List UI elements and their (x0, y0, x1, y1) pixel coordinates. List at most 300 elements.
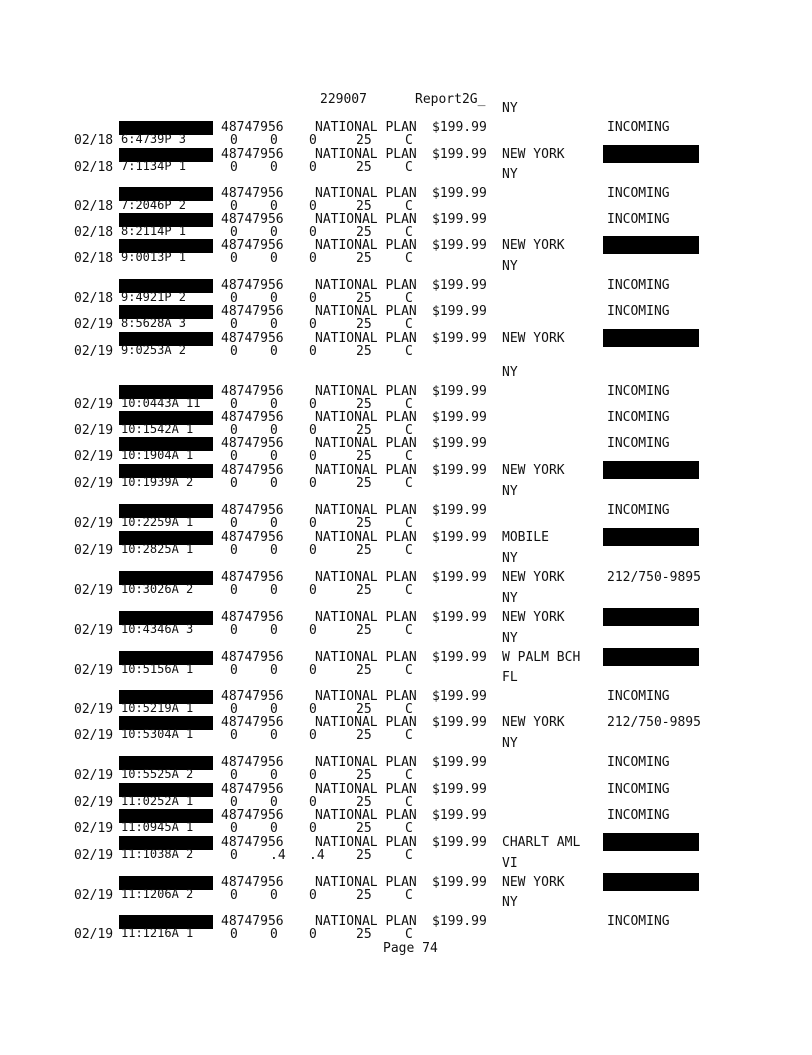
plan-name: NATIONAL PLAN (315, 530, 417, 545)
code-cell: C (405, 317, 413, 332)
rate-cell: 25 (356, 317, 372, 332)
city-cell: NEW YORK (502, 147, 565, 162)
rate-cell: 25 (356, 583, 372, 598)
charge-cell: 0 (270, 423, 278, 438)
time-cell: 10:5219A 1 (121, 702, 194, 715)
charge-cell: 0 (270, 888, 278, 903)
redaction-bar (603, 833, 699, 851)
call-record-row (0, 259, 812, 306)
destination-cell: 212/750-9895 (607, 570, 701, 585)
date-cell: 02/18 (74, 251, 114, 266)
plan-price: $199.99 (432, 120, 487, 135)
account-number: 48747956 (221, 147, 284, 162)
plan-price: $199.99 (432, 755, 487, 770)
plan-name: NATIONAL PLAN (315, 120, 417, 135)
plan-name: NATIONAL PLAN (315, 715, 417, 730)
charge-cell: 0 (270, 795, 278, 810)
code-cell: C (405, 199, 413, 214)
date-cell: 02/19 (74, 583, 114, 598)
date-cell: 02/18 (74, 225, 114, 240)
date-cell: 02/19 (74, 795, 114, 810)
plan-price: $199.99 (432, 147, 487, 162)
call-record-row (0, 305, 812, 331)
charge-cell: 0 (270, 476, 278, 491)
minutes-cell: 0 (230, 888, 238, 903)
rate-cell: 25 (356, 663, 372, 678)
code-cell: C (405, 225, 413, 240)
time-cell: 11:1038A 2 (121, 848, 194, 861)
rate-cell: 25 (356, 449, 372, 464)
plan-price: $199.99 (432, 278, 487, 293)
time-cell: 10:2259A 1 (121, 516, 194, 529)
destination-cell: 212/750-9895 (607, 715, 701, 730)
charge-cell: 0 (270, 768, 278, 783)
plan-price: $199.99 (432, 610, 487, 625)
total-cell: 0 (309, 543, 317, 558)
account-number: 48747956 (221, 238, 284, 253)
charge-cell: .4 (270, 848, 286, 863)
total-cell: 0 (309, 795, 317, 810)
minutes-cell: 0 (230, 583, 238, 598)
call-record-row (0, 736, 812, 783)
total-cell: 0 (309, 449, 317, 464)
time-cell: 11:1216A 1 (121, 927, 194, 940)
total-cell: 0 (309, 317, 317, 332)
rate-cell: 25 (356, 848, 372, 863)
destination-cell: INCOMING (607, 212, 670, 227)
date-cell: 02/19 (74, 888, 114, 903)
plan-price: $199.99 (432, 715, 487, 730)
code-cell: C (405, 888, 413, 903)
plan-price: $199.99 (432, 503, 487, 518)
page-number: Page 74 (383, 941, 438, 956)
state-label: NY (502, 895, 518, 910)
city-cell: NEW YORK (502, 715, 565, 730)
code-cell: C (405, 423, 413, 438)
redaction-bar (603, 873, 699, 891)
date-cell: 02/19 (74, 423, 114, 438)
redaction-bar (603, 648, 699, 666)
charge-cell: 0 (270, 160, 278, 175)
code-cell: C (405, 397, 413, 412)
state-label: NY (502, 591, 518, 606)
account-number: 48747956 (221, 278, 284, 293)
state-label: FL (502, 670, 518, 685)
destination-cell: INCOMING (607, 808, 670, 823)
destination-cell: INCOMING (607, 689, 670, 704)
minutes-cell: 0 (230, 795, 238, 810)
date-cell: 02/18 (74, 291, 114, 306)
city-cell: CHARLT AML (502, 835, 581, 850)
total-cell: 0 (309, 160, 317, 175)
code-cell: C (405, 449, 413, 464)
plan-name: NATIONAL PLAN (315, 914, 417, 929)
city-cell: NEW YORK (502, 238, 565, 253)
date-cell: 02/18 (74, 160, 114, 175)
account-number: 48747956 (221, 610, 284, 625)
total-cell: 0 (309, 728, 317, 743)
minutes-cell: 0 (230, 344, 238, 359)
date-cell: 02/19 (74, 397, 114, 412)
call-record-row (0, 716, 812, 742)
time-cell: 10:4346A 3 (121, 623, 194, 636)
minutes-cell: 0 (230, 728, 238, 743)
state-label: NY (502, 259, 518, 274)
total-cell: 0 (309, 397, 317, 412)
time-cell: 10:1542A 1 (121, 423, 194, 436)
code-cell: C (405, 663, 413, 678)
time-cell: 10:1939A 2 (121, 476, 194, 489)
total-cell: 0 (309, 583, 317, 598)
rate-cell: 25 (356, 476, 372, 491)
rate-cell: 25 (356, 397, 372, 412)
call-record-row (0, 591, 812, 638)
minutes-cell: 0 (230, 291, 238, 306)
total-cell: 0 (309, 344, 317, 359)
report-name: Report2G_ (415, 92, 486, 107)
charge-cell: 0 (270, 397, 278, 412)
destination-cell: INCOMING (607, 120, 670, 135)
code-cell: C (405, 133, 413, 148)
time-cell: 10:5304A 1 (121, 728, 194, 741)
destination-cell: INCOMING (607, 782, 670, 797)
minutes-cell: 0 (230, 543, 238, 558)
code-cell: C (405, 516, 413, 531)
plan-name: NATIONAL PLAN (315, 835, 417, 850)
plan-name: NATIONAL PLAN (315, 463, 417, 478)
rate-cell: 25 (356, 225, 372, 240)
account-number: 48747956 (221, 304, 284, 319)
total-cell: 0 (309, 821, 317, 836)
redaction-bar (603, 236, 699, 254)
destination-cell: INCOMING (607, 278, 670, 293)
charge-cell: 0 (270, 663, 278, 678)
charge-cell: 0 (270, 344, 278, 359)
minutes-cell: 0 (230, 623, 238, 638)
call-record-row (0, 411, 812, 437)
charge-cell: 0 (270, 702, 278, 717)
plan-price: $199.99 (432, 875, 487, 890)
rate-cell: 25 (356, 516, 372, 531)
plan-price: $199.99 (432, 238, 487, 253)
plan-name: NATIONAL PLAN (315, 410, 417, 425)
city-cell: NEW YORK (502, 331, 565, 346)
state-label: NY (502, 167, 518, 182)
charge-cell: 0 (270, 251, 278, 266)
total-cell: 0 (309, 663, 317, 678)
account-number: 48747956 (221, 808, 284, 823)
code-cell: C (405, 344, 413, 359)
charge-cell: 0 (270, 317, 278, 332)
date-cell: 02/19 (74, 768, 114, 783)
plan-price: $199.99 (432, 410, 487, 425)
plan-name: NATIONAL PLAN (315, 503, 417, 518)
plan-price: $199.99 (432, 808, 487, 823)
date-cell: 02/19 (74, 543, 114, 558)
total-cell: 0 (309, 888, 317, 903)
total-cell: 0 (309, 927, 317, 942)
call-record-row (0, 365, 812, 412)
city-cell: MOBILE (502, 530, 549, 545)
account-number: 48747956 (221, 212, 284, 227)
call-record-row (0, 484, 812, 531)
plan-name: NATIONAL PLAN (315, 304, 417, 319)
code-cell: C (405, 583, 413, 598)
date-cell: 02/19 (74, 516, 114, 531)
call-record-row (0, 167, 812, 214)
total-cell: 0 (309, 133, 317, 148)
account-number: 48747956 (221, 689, 284, 704)
rate-cell: 25 (356, 623, 372, 638)
date-cell: 02/19 (74, 449, 114, 464)
plan-name: NATIONAL PLAN (315, 331, 417, 346)
state-label: NY (502, 631, 518, 646)
code-cell: C (405, 251, 413, 266)
plan-price: $199.99 (432, 530, 487, 545)
minutes-cell: 0 (230, 848, 238, 863)
time-cell: 10:0443A 11 (121, 397, 201, 410)
account-number: 48747956 (221, 835, 284, 850)
total-cell: .4 (309, 848, 325, 863)
plan-price: $199.99 (432, 650, 487, 665)
total-cell: 0 (309, 516, 317, 531)
plan-name: NATIONAL PLAN (315, 186, 417, 201)
code-cell: C (405, 160, 413, 175)
date-cell: 02/19 (74, 663, 114, 678)
code-cell: C (405, 927, 413, 942)
destination-cell: INCOMING (607, 304, 670, 319)
account-number: 48747956 (221, 530, 284, 545)
time-cell: 10:1904A 1 (121, 449, 194, 462)
state-label: NY (502, 101, 518, 116)
date-cell: 02/19 (74, 317, 114, 332)
time-cell: 9:0253A 2 (121, 344, 187, 357)
account-number: 48747956 (221, 875, 284, 890)
destination-cell: INCOMING (607, 914, 670, 929)
minutes-cell: 0 (230, 663, 238, 678)
call-record-row (0, 783, 812, 809)
time-cell: 7:1134P 1 (121, 160, 187, 173)
account-number: 48747956 (221, 914, 284, 929)
total-cell: 0 (309, 768, 317, 783)
charge-cell: 0 (270, 199, 278, 214)
charge-cell: 0 (270, 927, 278, 942)
redaction-bar (603, 608, 699, 626)
destination-cell: INCOMING (607, 503, 670, 518)
city-cell: NEW YORK (502, 875, 565, 890)
account-number: 48747956 (221, 503, 284, 518)
time-cell: 8:2114P 1 (121, 225, 187, 238)
plan-price: $199.99 (432, 782, 487, 797)
destination-cell: INCOMING (607, 436, 670, 451)
account-number: 48747956 (221, 715, 284, 730)
time-cell: 9:4921P 2 (121, 291, 187, 304)
destination-cell: INCOMING (607, 186, 670, 201)
call-record-row (0, 551, 812, 598)
rate-cell: 25 (356, 251, 372, 266)
date-cell: 02/18 (74, 133, 114, 148)
plan-name: NATIONAL PLAN (315, 782, 417, 797)
total-cell: 0 (309, 291, 317, 306)
redaction-bar (603, 461, 699, 479)
code-cell: C (405, 702, 413, 717)
minutes-cell: 0 (230, 160, 238, 175)
plan-price: $199.99 (432, 436, 487, 451)
redaction-bar (603, 329, 699, 347)
account-number: 48747956 (221, 384, 284, 399)
code-cell: C (405, 768, 413, 783)
time-cell: 6:4739P 3 (121, 133, 187, 146)
plan-name: NATIONAL PLAN (315, 238, 417, 253)
date-cell: 02/19 (74, 702, 114, 717)
call-record-row (0, 239, 812, 265)
date-cell: 02/19 (74, 476, 114, 491)
call-record-row (0, 148, 812, 174)
time-cell: 10:2825A 1 (121, 543, 194, 556)
redaction-bar (603, 145, 699, 163)
rate-cell: 25 (356, 728, 372, 743)
charge-cell: 0 (270, 291, 278, 306)
time-cell: 11:0252A 1 (121, 795, 194, 808)
plan-price: $199.99 (432, 835, 487, 850)
code-cell: C (405, 476, 413, 491)
code-cell: C (405, 291, 413, 306)
plan-price: $199.99 (432, 689, 487, 704)
code-cell: C (405, 821, 413, 836)
minutes-cell: 0 (230, 317, 238, 332)
minutes-cell: 0 (230, 702, 238, 717)
rate-cell: 25 (356, 199, 372, 214)
minutes-cell: 0 (230, 821, 238, 836)
total-cell: 0 (309, 423, 317, 438)
date-cell: 02/19 (74, 927, 114, 942)
plan-name: NATIONAL PLAN (315, 147, 417, 162)
call-record-row (0, 809, 812, 835)
time-cell: 7:2046P 2 (121, 199, 187, 212)
plan-name: NATIONAL PLAN (315, 755, 417, 770)
account-number: 48747956 (221, 782, 284, 797)
account-number: 48747956 (221, 755, 284, 770)
call-record-row (0, 895, 812, 942)
total-cell: 0 (309, 251, 317, 266)
time-cell: 9:0013P 1 (121, 251, 187, 264)
total-cell: 0 (309, 623, 317, 638)
charge-cell: 0 (270, 516, 278, 531)
time-cell: 10:3026A 2 (121, 583, 194, 596)
plan-price: $199.99 (432, 463, 487, 478)
destination-cell: INCOMING (607, 755, 670, 770)
rate-cell: 25 (356, 133, 372, 148)
minutes-cell: 0 (230, 768, 238, 783)
city-cell: NEW YORK (502, 463, 565, 478)
plan-price: $199.99 (432, 331, 487, 346)
total-cell: 0 (309, 199, 317, 214)
rate-cell: 25 (356, 702, 372, 717)
charge-cell: 0 (270, 225, 278, 240)
document-id: 229007 (320, 92, 367, 107)
city-cell: NEW YORK (502, 610, 565, 625)
date-cell: 02/19 (74, 344, 114, 359)
state-label: NY (502, 365, 518, 380)
minutes-cell: 0 (230, 927, 238, 942)
time-cell: 10:5525A 2 (121, 768, 194, 781)
minutes-cell: 0 (230, 516, 238, 531)
plan-name: NATIONAL PLAN (315, 808, 417, 823)
plan-name: NATIONAL PLAN (315, 689, 417, 704)
total-cell: 0 (309, 225, 317, 240)
minutes-cell: 0 (230, 449, 238, 464)
total-cell: 0 (309, 702, 317, 717)
plan-name: NATIONAL PLAN (315, 610, 417, 625)
charge-cell: 0 (270, 623, 278, 638)
rate-cell: 25 (356, 291, 372, 306)
account-number: 48747956 (221, 410, 284, 425)
account-number: 48747956 (221, 186, 284, 201)
rate-cell: 25 (356, 821, 372, 836)
call-record-row (0, 101, 812, 148)
rate-cell: 25 (356, 927, 372, 942)
date-cell: 02/19 (74, 848, 114, 863)
plan-price: $199.99 (432, 570, 487, 585)
rate-cell: 25 (356, 795, 372, 810)
call-record-row (0, 836, 812, 862)
date-cell: 02/18 (74, 199, 114, 214)
state-label: NY (502, 551, 518, 566)
minutes-cell: 0 (230, 225, 238, 240)
destination-cell: INCOMING (607, 384, 670, 399)
rate-cell: 25 (356, 768, 372, 783)
minutes-cell: 0 (230, 133, 238, 148)
rate-cell: 25 (356, 344, 372, 359)
date-cell: 02/19 (74, 728, 114, 743)
charge-cell: 0 (270, 133, 278, 148)
time-cell: 10:5156A 1 (121, 663, 194, 676)
plan-name: NATIONAL PLAN (315, 278, 417, 293)
plan-price: $199.99 (432, 304, 487, 319)
account-number: 48747956 (221, 570, 284, 585)
account-number: 48747956 (221, 331, 284, 346)
date-cell: 02/19 (74, 821, 114, 836)
account-number: 48747956 (221, 650, 284, 665)
minutes-cell: 0 (230, 199, 238, 214)
minutes-cell: 0 (230, 251, 238, 266)
report-header (0, 92, 812, 110)
destination-cell: INCOMING (607, 410, 670, 425)
rate-cell: 25 (356, 160, 372, 175)
time-cell: 11:0945A 1 (121, 821, 194, 834)
charge-cell: 0 (270, 583, 278, 598)
state-label: NY (502, 484, 518, 499)
charge-cell: 0 (270, 449, 278, 464)
rate-cell: 25 (356, 423, 372, 438)
plan-price: $199.99 (432, 186, 487, 201)
call-record-row (0, 531, 812, 557)
plan-price: $199.99 (432, 384, 487, 399)
code-cell: C (405, 543, 413, 558)
plan-price: $199.99 (432, 914, 487, 929)
code-cell: C (405, 795, 413, 810)
code-cell: C (405, 623, 413, 638)
total-cell: 0 (309, 476, 317, 491)
charge-cell: 0 (270, 821, 278, 836)
plan-name: NATIONAL PLAN (315, 436, 417, 451)
rate-cell: 25 (356, 543, 372, 558)
state-label: VI (502, 856, 518, 871)
time-cell: 11:1206A 2 (121, 888, 194, 901)
code-cell: C (405, 848, 413, 863)
redaction-bar (603, 528, 699, 546)
date-cell: 02/19 (74, 623, 114, 638)
